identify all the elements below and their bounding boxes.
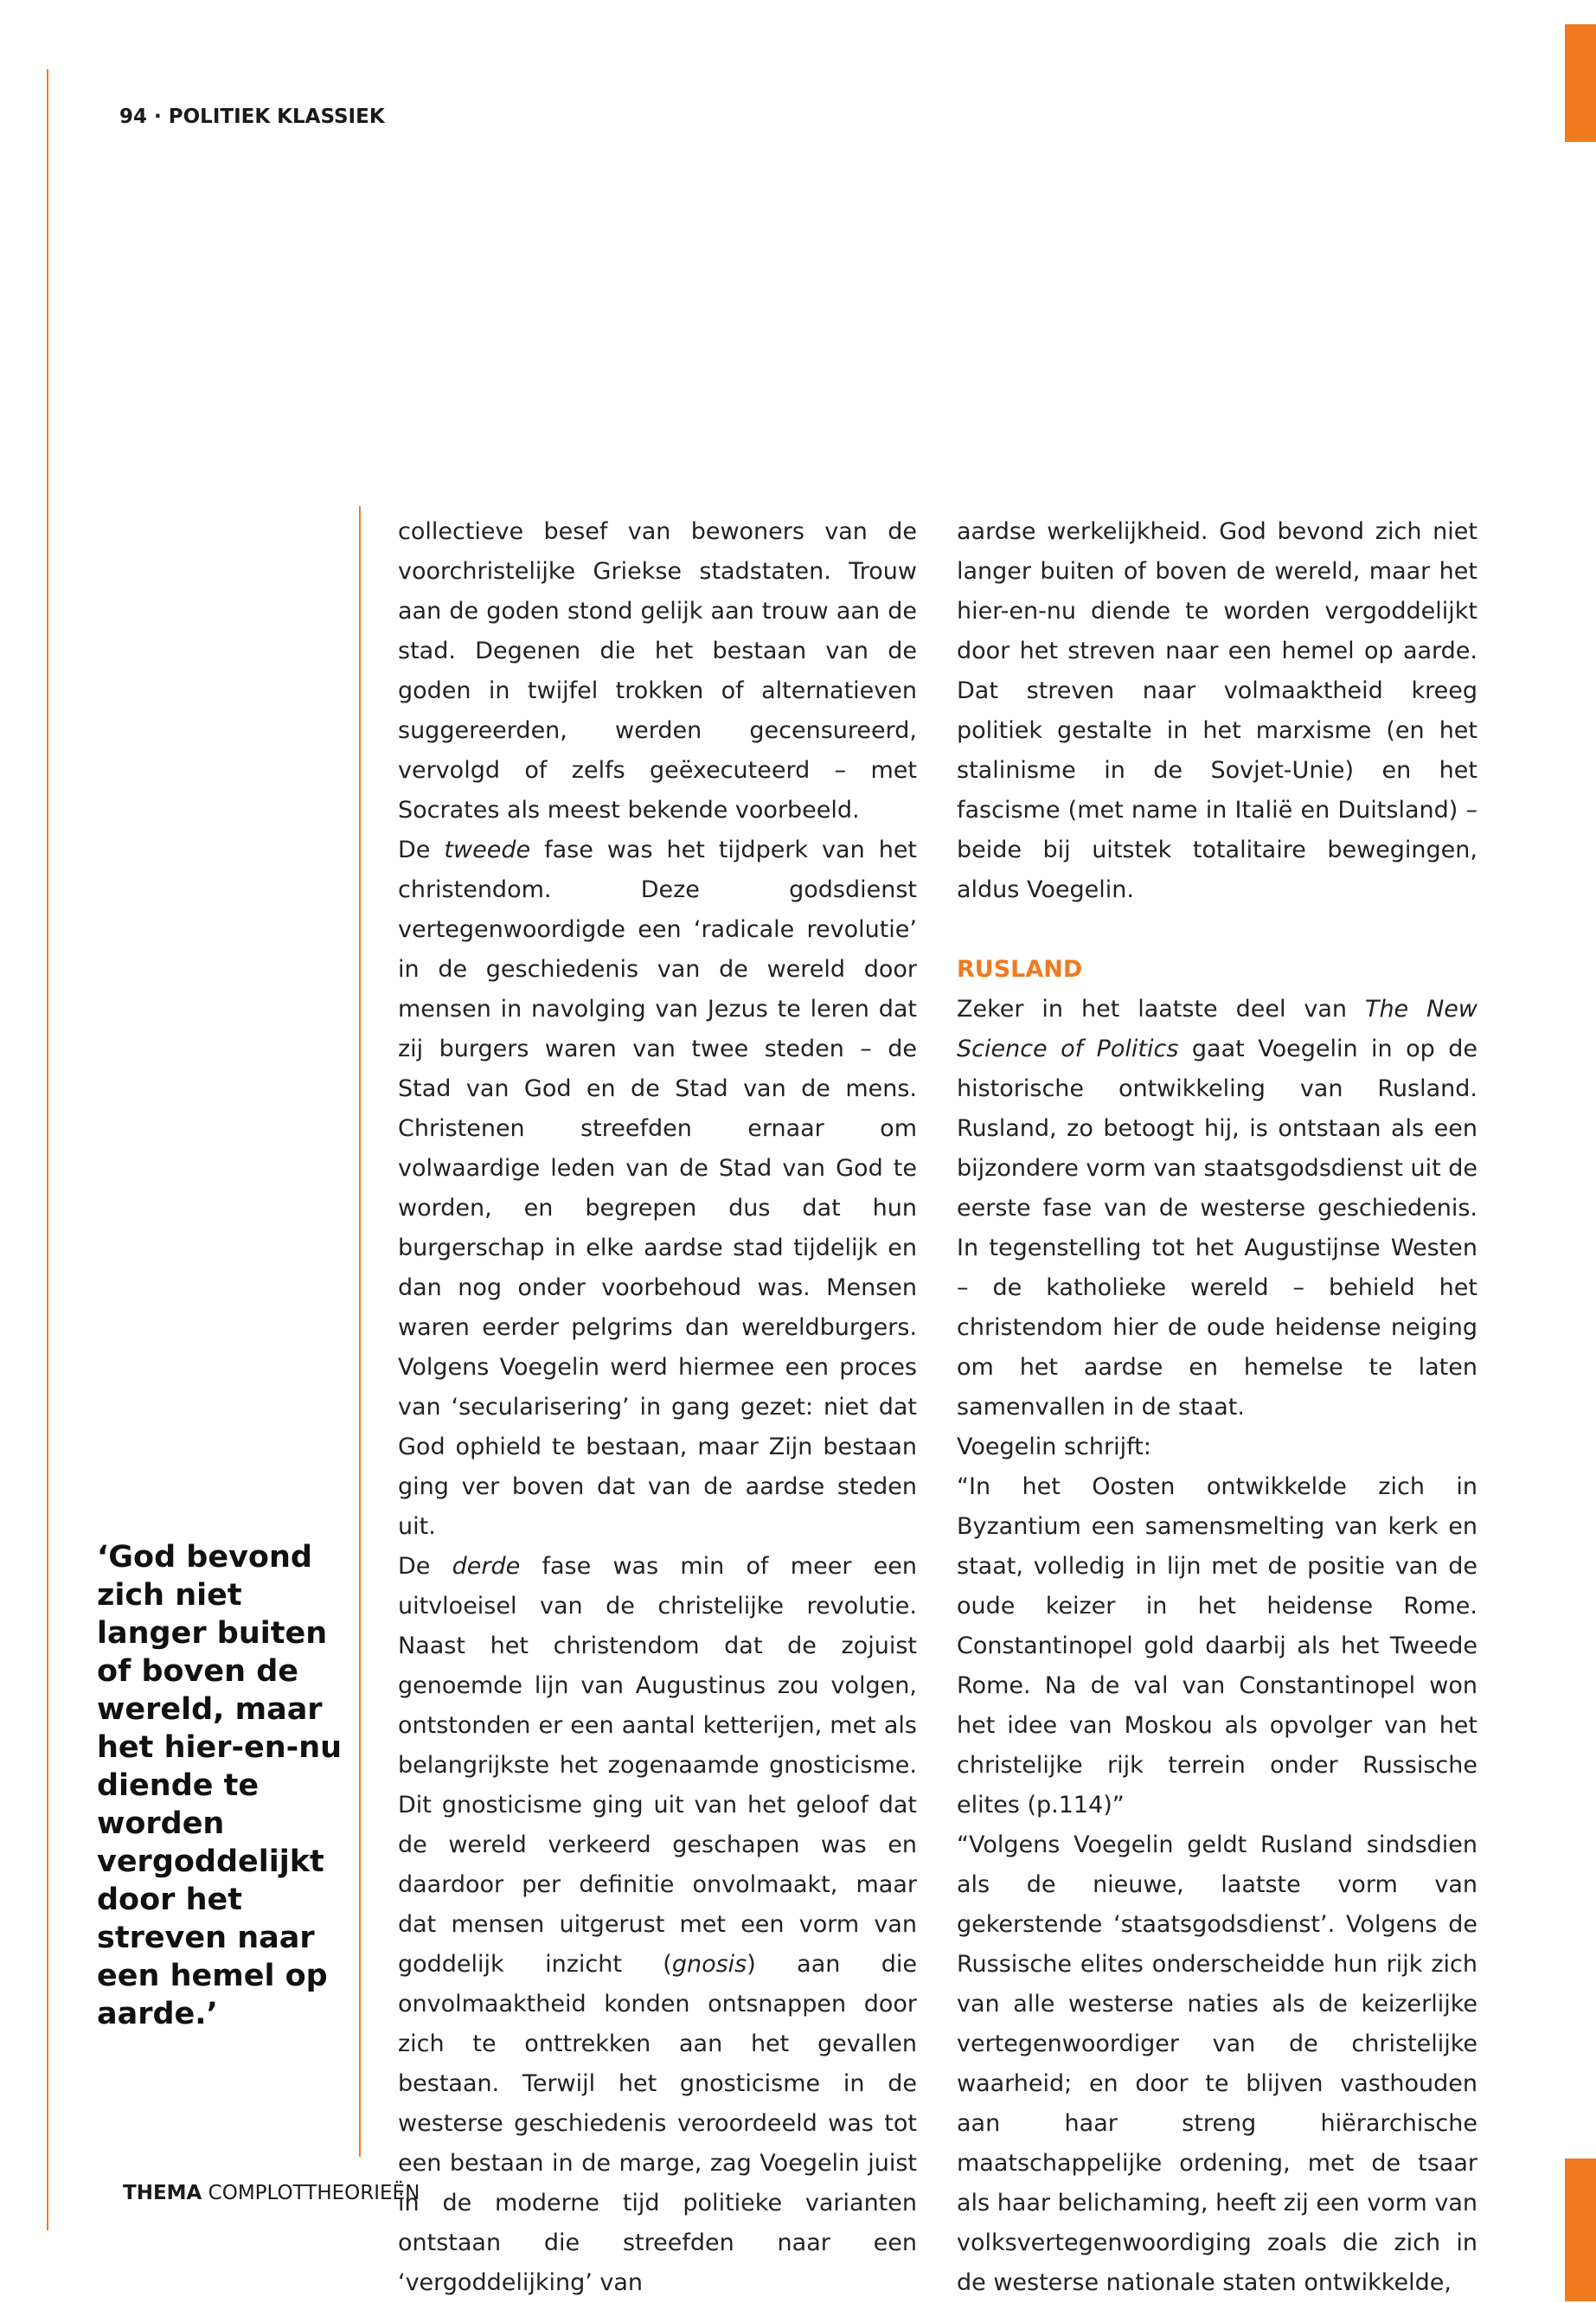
bottom-edge-tab <box>1565 2159 1596 2301</box>
column-divider-rule <box>359 506 361 2157</box>
paragraph: Zeker in het laatste deel van The New Science of Politics gaat Voegelin in op de historische ontwikkeling van Rusland. Rusland, zo betoogt hij, is ontstaan als een bijzondere vorm van staatsgodsdienst uit de eerste fase van de westerse geschiedenis. In tegenstelling tot het Augustijnse Westen – de katholieke wereld – behield het christendom hier de oude heidense neiging om het aardse en hemelse te laten samenvallen in de staat. <box>957 996 1478 1421</box>
paragraph: De derde fase was min of meer een uitvloeisel van de christelijke revolutie. Naast het christendom dat de zojuist genoemde lijn van Augustinus zou volgen, ontstonden er een aantal ketterijen, met als belangrijkste het zogenaamde gnosticisme. Dit gnosticisme ging uit van het geloof dat de wereld verkeerd geschapen was en daardoor per definitie onvolmaakt, maar dat mensen uitgerust met een vorm van goddelijk inzicht (gnosis) aan die onvolmaaktheid konden ontsnappen door zich te onttrekken aan het gevallen bestaan. Terwijl het gnosticisme in de westerse geschiedenis veroordeeld was tot een bestaan in de marge, zag Voegelin juist in de moderne tijd politieke varianten ontstaan die streefden naar een ‘vergoddelijking’ van <box>398 1553 917 2296</box>
paragraph: Voegelin schrijft: <box>957 1434 1151 1460</box>
page-margin-rule <box>47 69 48 2230</box>
running-header: 94 · POLITIEK KLASSIEK <box>119 106 385 128</box>
pull-quote: ‘God bevond zich niet langer buiten of boven de wereld, maar het hier-en-nu diende te worden vergoddelijkt door het streven naar een hemel op aarde.’ <box>97 1540 343 2031</box>
spacer <box>957 910 1477 950</box>
section-heading: RUSLAND <box>957 956 1083 983</box>
emphasis: tweede <box>444 837 531 863</box>
thema-topic: COMPLOTTHEORIEËN <box>208 2182 420 2204</box>
quote-paragraph: “In het Oosten ontwikkelde zich in Byzantium een samensmelting van kerk en staat, volledig in lijn met de positie van de oude keizer in het heidense Rome. Constantinopel gold daarbij als het Tweede Rome. Na de val van Constantinopel won het idee van Moskou als opvolger van het christelijke rijk terrein onder Russische elites (p.114)” <box>957 1473 1477 1819</box>
paragraph: De tweede fase was het tijdperk van het christendom. Deze godsdienst vertegenwoordigde een ‘radicale revolutie’ in de geschiedenis van de wereld door mensen in navolging van Jezus te leren dat zij burgers waren van twee steden – de Stad van God en de Stad van de mens. Christenen streefden ernaar om volwaardige leden van de Stad van God te worden, en begrepen dus dat hun burgerschap in elke aardse stad tijdelijk en dan nog onder voorbehoud was. Mensen waren eerder pelgrims dan wereldburgers. Volgens Voegelin werd hiermee een proces van ‘secularisering’ in gang gezet: niet dat God ophield te bestaan, maar Zijn bestaan ging ver boven dat van de aardse steden uit. <box>398 837 918 1540</box>
thema-label: THEMA <box>123 2182 202 2204</box>
paragraph: “Volgens Voegelin geldt Rusland sindsdien als de nieuwe, laatste vorm van gekerstende ‘staatsgodsdienst’. Volgens de Russische elites onderscheidde hun rijk zich van alle westerse naties als de keizerlijke vertegenwoordiger van de christelijke waarheid; en door te blijven vasthouden aan haar streng hiërarchische maatschappelijke ordening, met de tsaar als haar belichaming, heeft zij een vorm van volksvertegenwoordiging zoals die zich in de westerse nationale staten ontwikkelde, <box>957 1831 1477 2296</box>
emphasis: gnosis <box>671 1951 747 1978</box>
top-edge-tab <box>1565 24 1596 142</box>
paragraph: collectieve besef van bewoners van de voorchristelijke Griekse stadstaten. Trouw aan de goden stond gelijk aan trouw aan de stad. Degenen die het bestaan van de goden in twijfel trokken of alternatieven suggereerden, werden gecensureerd, vervolgd of zelfs geëxecuteerd – met Socrates als meest bekende voorbeeld. <box>398 518 917 824</box>
body-column-right <box>957 512 1477 2303</box>
body-column-middle <box>398 512 917 2303</box>
running-footer <box>123 2182 420 2204</box>
paragraph: aardse werkelijkheid. God bevond zich niet langer buiten of boven de wereld, maar het hier-en-nu diende te worden vergoddelijkt door het streven naar een hemel op aarde. Dat streven naar volmaaktheid kreeg politiek gestalte in het marxisme (en het stalinisme in de Sovjet-Unie) en het fascisme (met name in Italië en Duitsland) – beide bij uitstek totalitaire bewegingen, aldus Voegelin. <box>957 518 1477 903</box>
emphasis: derde <box>452 1553 521 1580</box>
emphasis: The New Science of Politics <box>957 996 1477 1062</box>
